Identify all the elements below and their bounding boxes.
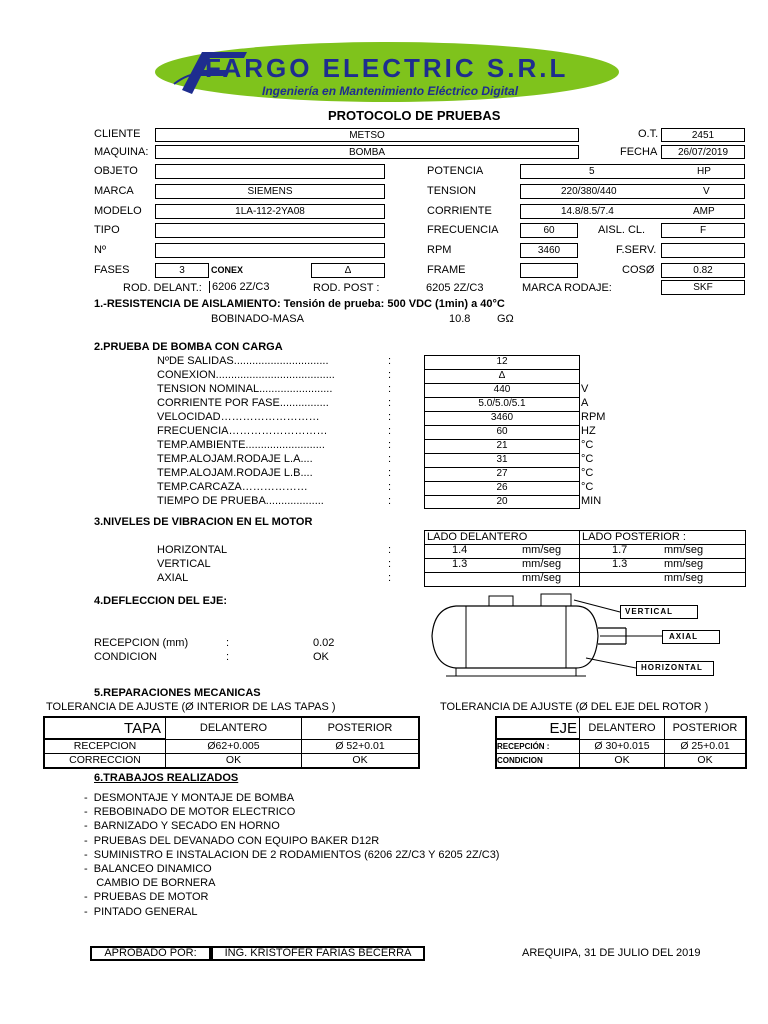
s2-row-value: 31 bbox=[424, 453, 580, 468]
work-item: - BALANCEO DINAMICO bbox=[84, 863, 212, 875]
defl-colon-2: : bbox=[226, 651, 230, 663]
vib-front-unit: mm/seg bbox=[522, 544, 562, 556]
s2-row-colon: : bbox=[388, 495, 392, 507]
eje-con-front: OK bbox=[580, 754, 665, 769]
cliente-field[interactable]: METSO bbox=[155, 128, 579, 142]
work-item: - PINTADO GENERAL bbox=[84, 905, 198, 918]
s2-row-unit: °C bbox=[581, 439, 594, 451]
s2-row-label: TENSION NOMINAL........................ bbox=[157, 383, 333, 395]
n-field[interactable] bbox=[155, 243, 385, 258]
tapa-head-back: POSTERIOR bbox=[302, 717, 420, 739]
frecuencia-field[interactable]: 60 bbox=[520, 223, 578, 238]
vib-back-value: 1.7 bbox=[612, 544, 628, 556]
s2-row-value: Δ bbox=[424, 369, 580, 384]
tipo-field[interactable] bbox=[155, 223, 385, 238]
marca-rodaje-field[interactable]: SKF bbox=[661, 280, 745, 295]
tipo-label: TIPO bbox=[94, 224, 120, 236]
vib-back-unit: mm/seg bbox=[664, 544, 704, 556]
s2-row-colon: : bbox=[388, 425, 392, 437]
vib-back-cell bbox=[579, 558, 746, 573]
fases-label: FASES bbox=[94, 264, 130, 276]
eje-title: EJE bbox=[496, 717, 580, 739]
rpm-field[interactable]: 3460 bbox=[520, 243, 578, 258]
n-label: Nº bbox=[94, 244, 106, 256]
s2-row-label: FRECUENCIA……………………… bbox=[157, 425, 328, 437]
section-1-title: 1.-RESISTENCIA DE AISLAMIENTO: Tensión de prueba: 500 VDC (1min) a 40°C bbox=[94, 298, 505, 310]
s2-row-colon: : bbox=[388, 453, 392, 465]
lugar-fecha: AREQUIPA, 31 DE JULIO DEL 2019 bbox=[522, 947, 701, 959]
maquina-field[interactable]: BOMBA bbox=[155, 145, 579, 159]
s1-item: BOBINADO-MASA bbox=[211, 313, 304, 325]
brand-name: FARGO ELECTRIC S.R.L bbox=[205, 53, 569, 83]
frecuencia-label: FRECUENCIA bbox=[427, 224, 499, 236]
modelo-label: MODELO bbox=[94, 205, 142, 217]
eje-head-front: DELANTERO bbox=[580, 717, 665, 739]
conex-field[interactable]: Δ bbox=[311, 263, 385, 278]
defl-condicion-label: CONDICION bbox=[94, 651, 157, 663]
tension-label: TENSION bbox=[427, 185, 476, 197]
defl-recepcion-label: RECEPCION (mm) bbox=[94, 637, 189, 649]
vib-back-cell bbox=[579, 572, 746, 587]
tension-unit: V bbox=[703, 186, 710, 197]
work-item: - DESMONTAJE Y MONTAJE DE BOMBA bbox=[84, 792, 295, 804]
eje-head-back: POSTERIOR bbox=[665, 717, 747, 739]
s2-row-colon: : bbox=[388, 481, 392, 493]
s2-row-unit: V bbox=[581, 383, 589, 395]
ot-field[interactable]: 2451 bbox=[661, 128, 745, 142]
s2-row-value: 27 bbox=[424, 467, 580, 482]
marca-rodaje-label: MARCA RODAJE: bbox=[522, 282, 612, 294]
aisl-field[interactable]: F bbox=[661, 223, 745, 238]
fecha-label: FECHA bbox=[620, 146, 658, 158]
vib-back-value: 1.3 bbox=[612, 558, 628, 570]
s2-row-value: 21 bbox=[424, 439, 580, 454]
section-3-title: 3.NIVELES DE VIBRACION EN EL MOTOR bbox=[94, 516, 313, 528]
vib-front-unit: mm/seg bbox=[522, 558, 562, 570]
work-item: - SUMINISTRO E INSTALACION DE 2 RODAMIENTOS (6206 2Z/C3 Y 6205 2Z/C3) bbox=[84, 848, 500, 861]
aisl-label: AISL. CL. bbox=[598, 224, 646, 236]
s2-row-value: 5.0/5.0/5.1 bbox=[424, 397, 580, 412]
work-item: - REBOBINADO DE MOTOR ELECTRICO bbox=[84, 806, 296, 819]
work-item: - PRUEBAS DE MOTOR bbox=[84, 891, 209, 904]
s2-row-value: 3460 bbox=[424, 411, 580, 426]
work-item: - PRUEBAS DEL DEVANADO CON EQUIPO BAKER D12R bbox=[84, 834, 380, 847]
cos-field[interactable]: 0.82 bbox=[661, 263, 745, 278]
vib-row-label: VERTICAL bbox=[157, 558, 211, 570]
tapa-head-front: DELANTERO bbox=[166, 717, 302, 739]
objeto-field[interactable] bbox=[155, 164, 385, 179]
eje-recepcion-label: RECEPCIÓN : bbox=[496, 739, 580, 754]
vib-row-colon: : bbox=[388, 544, 392, 556]
section-2-title: 2.PRUEBA DE BOMBA CON CARGA bbox=[94, 341, 283, 353]
vib-back-unit: mm/seg bbox=[664, 558, 704, 570]
s2-row-unit: MIN bbox=[581, 495, 602, 507]
vib-front-unit: mm/seg bbox=[522, 572, 562, 584]
vib-head-front: LADO DELANTERO bbox=[424, 530, 580, 545]
work-item: CAMBIO DE BORNERA bbox=[84, 877, 216, 890]
tapa-correccion-label: CORRECCION bbox=[44, 754, 166, 769]
tapa-table bbox=[43, 716, 420, 769]
corriente-value: 14.8/8.5/7.4 bbox=[561, 206, 614, 217]
vib-back-cell bbox=[579, 544, 746, 559]
vib-row-label: AXIAL bbox=[157, 572, 189, 584]
s2-row-unit: °C bbox=[581, 481, 594, 493]
conex-label: CONEX bbox=[211, 265, 244, 275]
vib-front-value: 1.3 bbox=[452, 558, 468, 570]
section-5-title: 5.REPARACIONES MECANICAS bbox=[94, 687, 261, 699]
tapa-recepcion-label: RECEPCION bbox=[44, 739, 166, 754]
s2-row-unit: °C bbox=[581, 467, 594, 479]
defl-condicion-value: OK bbox=[313, 651, 329, 663]
rod-post-value: 6205 2Z/C3 bbox=[426, 282, 484, 294]
section-4-title: 4.DEFLECCION DEL EJE: bbox=[94, 595, 228, 607]
frame-field[interactable] bbox=[520, 263, 578, 278]
s2-row-colon: : bbox=[388, 397, 392, 409]
modelo-field[interactable]: 1LA-112-2YA08 bbox=[155, 204, 385, 219]
s2-row-label: CONEXION....................................... bbox=[157, 369, 335, 381]
fecha-field[interactable]: 26/07/2019 bbox=[661, 145, 745, 159]
s1-value: 10.8 bbox=[449, 313, 471, 325]
defl-recepcion-value: 0.02 bbox=[313, 637, 335, 649]
rpm-label: RPM bbox=[427, 244, 452, 256]
objeto-label: OBJETO bbox=[94, 165, 138, 177]
cos-label: COSØ bbox=[622, 264, 655, 276]
rod-post-label: ROD. POST : bbox=[313, 282, 380, 294]
page-title: PROTOCOLO DE PRUEBAS bbox=[328, 108, 501, 123]
maquina-label: MAQUINA: bbox=[94, 146, 149, 158]
s2-row-label: TEMP.CARCAZA……………… bbox=[157, 481, 308, 493]
tapa-rec-back: Ø 52+0.01 bbox=[302, 739, 420, 754]
potencia-field[interactable] bbox=[520, 164, 745, 179]
s2-row-unit: A bbox=[581, 397, 589, 409]
s2-row-colon: : bbox=[388, 369, 392, 381]
s2-row-label: TEMP.AMBIENTE.......................... bbox=[157, 439, 325, 451]
eje-rec-back: Ø 25+0.01 bbox=[665, 739, 747, 754]
s2-row-value: 12 bbox=[424, 355, 580, 370]
vib-row-colon: : bbox=[388, 572, 392, 584]
s2-row-unit: °C bbox=[581, 453, 594, 465]
corriente-field[interactable] bbox=[520, 204, 745, 219]
s2-row-unit: HZ bbox=[581, 425, 596, 437]
eje-con-back: OK bbox=[665, 754, 747, 769]
eje-condicion-label: CONDICION bbox=[496, 754, 580, 769]
vib-row-label: HORIZONTAL bbox=[157, 544, 228, 556]
tapa-cor-back: OK bbox=[302, 754, 420, 769]
fases-field[interactable]: 3 bbox=[155, 263, 209, 278]
potencia-value: 5 bbox=[589, 166, 595, 177]
corriente-label: CORRIENTE bbox=[427, 205, 492, 217]
vib-head-back: LADO POSTERIOR : bbox=[579, 530, 746, 545]
marca-label: MARCA bbox=[94, 185, 134, 197]
section-6-title: 6.TRABAJOS REALIZADOS bbox=[94, 772, 239, 784]
cliente-label: CLIENTE bbox=[94, 128, 141, 140]
s2-row-value: 440 bbox=[424, 383, 580, 398]
s2-row-label: TEMP.ALOJAM.RODAJE L.A.... bbox=[157, 453, 313, 465]
s2-row-value: 60 bbox=[424, 425, 580, 440]
fserv-label: F.SERV. bbox=[616, 244, 657, 256]
tag-horizontal: HORIZONTAL bbox=[636, 661, 714, 676]
aprobado-value: ING. KRISTOFER FARIAS BECERRA bbox=[211, 946, 425, 961]
fserv-field[interactable] bbox=[661, 243, 745, 258]
s2-row-value: 26 bbox=[424, 481, 580, 496]
defl-colon-1: : bbox=[226, 637, 230, 649]
s2-row-colon: : bbox=[388, 355, 392, 367]
ot-label: O.T. bbox=[638, 128, 659, 140]
s2-row-label: TEMP.ALOJAM.RODAJE L.B.... bbox=[157, 467, 313, 479]
tag-axial: AXIAL bbox=[662, 630, 720, 644]
rod-delant-label: ROD. DELANT.: bbox=[123, 282, 202, 294]
tension-field[interactable] bbox=[520, 184, 745, 199]
tapa-rec-front: Ø62+0.005 bbox=[166, 739, 302, 754]
s2-row-label: TIEMPO DE PRUEBA................... bbox=[157, 495, 324, 507]
tapa-caption: TOLERANCIA DE AJUSTE (Ø INTERIOR DE LAS TAPAS ) bbox=[46, 701, 336, 713]
eje-table bbox=[495, 716, 747, 769]
s2-row-colon: : bbox=[388, 439, 392, 451]
tapa-title: TAPA bbox=[44, 717, 166, 739]
tension-value: 220/380/440 bbox=[561, 186, 617, 197]
s2-row-label: NºDE SALIDAS............................... bbox=[157, 355, 329, 367]
aprobado-label: APROBADO POR: bbox=[90, 946, 211, 961]
vib-front-value: 1.4 bbox=[452, 544, 468, 556]
s2-row-unit: RPM bbox=[581, 411, 606, 423]
brand-subtitle: Ingeniería en Mantenimiento Eléctrico Digital bbox=[262, 84, 519, 98]
tag-vertical: VERTICAL bbox=[620, 605, 698, 619]
potencia-unit: HP bbox=[697, 166, 711, 177]
rod-delant-value: 6206 2Z/C3 bbox=[209, 281, 269, 293]
s2-row-label: CORRIENTE POR FASE................ bbox=[157, 397, 329, 409]
marca-field[interactable]: SIEMENS bbox=[155, 184, 385, 199]
vib-back-unit: mm/seg bbox=[664, 572, 704, 584]
s2-row-colon: : bbox=[388, 383, 392, 395]
frame-label: FRAME bbox=[427, 264, 466, 276]
work-item: - BARNIZADO Y SECADO EN HORNO bbox=[84, 820, 280, 833]
s2-row-value: 20 bbox=[424, 495, 580, 509]
eje-caption: TOLERANCIA DE AJUSTE (Ø DEL EJE DEL ROTOR ) bbox=[440, 701, 709, 713]
eje-rec-front: Ø 30+0.015 bbox=[580, 739, 665, 754]
s2-row-colon: : bbox=[388, 467, 392, 479]
tapa-cor-front: OK bbox=[166, 754, 302, 769]
s2-row-label: VELOCIDAD……………………… bbox=[157, 411, 320, 423]
s1-unit: GΩ bbox=[497, 313, 514, 325]
potencia-label: POTENCIA bbox=[427, 165, 484, 177]
corriente-unit: AMP bbox=[693, 206, 715, 217]
vib-row-colon: : bbox=[388, 558, 392, 570]
s2-row-colon: : bbox=[388, 411, 392, 423]
